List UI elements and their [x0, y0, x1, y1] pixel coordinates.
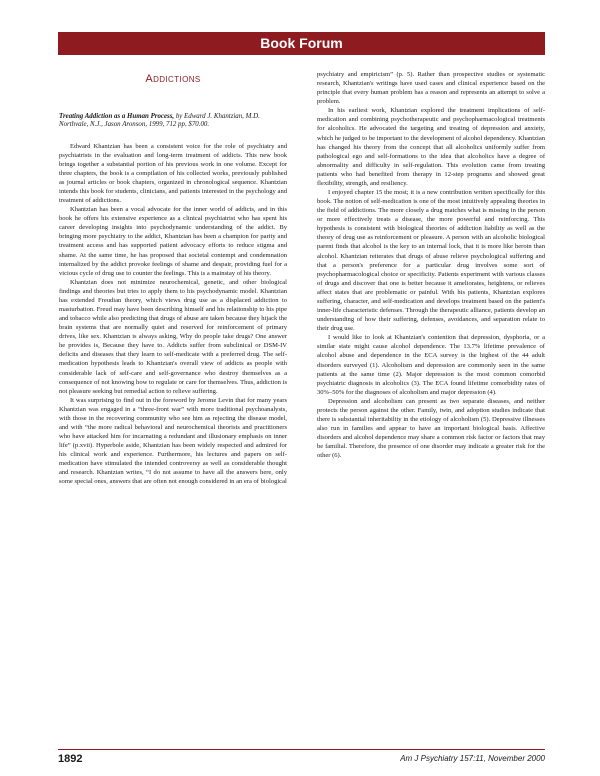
- continued-paragraph: psychiatry and empiricism” (p. 5). Rather than prospective studies or systematic research, Khantzian's writings have used cases and clinical experience based on the principle that every human problem has a reason and represents an attempt to solve a problem.: [317, 71, 545, 106]
- body-paragraph: I enjoyed chapter 15 the most; it is a new contribution written specifically for this book. The notion of self-medication is one of the most intuitively appealing theories in the field of addictions. The more closely a drug matches what is missing in the person or more effectively treats a disease, the more powerful and reinforcing. This hypothesis is consistent with biological theories of addiction liability as well as the theory of drug use as reinforcement or pleasure. A person with an alcoholic biological parent finds that alcohol is the key to an internal lock, that it is more like heroin than alcohol. Khantzian reiterates that drugs of abuse relieve psychological suffering and that a person's preference for a particular drug involves some sort of psychopharmacological choice or specificity. Patients experiment with various classes of drugs and discover that one is better because it ameliorates, heightens, or relieves affect states that are problematic or painful. With his patients, Khantzian explores suffering, character, and self-medication and develops treatment based on the patient's inner-life characteristic defenses. Through the therapeutic alliance, patients develop an understanding of how their suffering, defenses, avoidances, and separation relate to their drug use.: [317, 189, 545, 333]
- book-title: Treating Addiction as a Human Process,: [59, 113, 175, 120]
- journal-citation: Am J Psychiatry 157:11, November 2000: [400, 754, 545, 763]
- body-paragraph: Khantzian does not minimize neurochemical, genetic, and other biological findings and theories but tries to apply them to his psychodynamic model. Khantzian has extended Freudian theory, which views drug use as a displaced addiction to masturbation. Freud may have been describing himself and his relationship to his pipe and tobacco while also predicting that drugs of abuse are taken because they hijack the brain systems that are normally quiet and reserved for reinforcement of primary drives, like sex. Khantzian is always asking, Why do people take drugs? One answer he provides is, Because they have to. Addicts suffer from subclinical or DSM-IV deficits and diseases that they learn to self-medicate with a preferred drug. The self-medication hypothesis leads to Khantzian's overall view of addicts as people with considerable lack of self-care and self-governance who destroy themselves as a consequence of not knowing how to regulate or care for themselves. Thus, addiction is not pleasure seeking but remedial action to relieve suffering.: [59, 278, 287, 395]
- right-column: [317, 70, 545, 460]
- body-paragraph: Edward Khantzian has been a consistent voice for the role of psychiatry and psychiatrists in the evaluation and long-term treatment of addicts. This new book brings together a substantial portion of his previous work in one volume. Except for three chapters, the book is a compilation of his collected works, previously published as journal articles or book chapters, organized in chronological sequence. Khantzian intends this book for students, clinicians, and patients interested in the psychology and treatment of addictions.: [59, 142, 287, 205]
- section-heading: Addictions: [145, 73, 201, 85]
- body-paragraph: Khantzian has been a vocal advocate for the inner world of addicts, and in this book he offers his extensive experience as a clinical psychiatrist who has spent his career developing insights into psychodynamic understanding of the addict. By bringing more psychiatry to the addict, Khantzian has been a champion for parity and treatment access and has supported patient advocacy efforts to reduce stigma and shame. At the same time, he has proposed that societal contempt and condemnation internalized by the addict provoke feelings of shame and despair, providing fuel for a vicious cycle of drug use to counter the feelings. This is a mainstay of his theory.: [59, 206, 287, 277]
- book-citation: [59, 113, 287, 130]
- body-paragraph: In his earliest work, Khantzian explored the treatment implications of self-medication and combining psychotherapeutic and psychopharmacological treatments for alcoholics. He advocated the targeting and treating of depression and anxiety, which he judged to be important to the development of alcohol dependency. Khantzian has changed his theory from the concept that all alcoholics uniformly suffer from pathological ego and self-formations to the idea that alcoholics have a degree of abnormality and difficulty in self-regulation. This evolution came from treating patients who had benefited from therapy in 12-step programs and showed great flexibility, strength, and resiliency.: [317, 107, 545, 187]
- section-banner: Book Forum: [58, 32, 545, 55]
- book-info: by Edward J. Khantzian, M.D. Northvale, N.J., Jason Aronson, 1999, 712 pp, $70.00.: [59, 113, 260, 129]
- body-paragraph: I would like to look at Khantzian's contention that depression, dysphoria, or a similar state might cause alcohol dependence. The 13.7% lifetime prevalence of alcohol abuse and dependence in the ECA survey is the highest of the 44 adult disorders surveyed (1). Alcoholism and depression are commonly seen in the same patients at the same time (2). Major depression is the most common comorbid psychiatric diagnosis in alcoholics (3). The ECA found lifetime comorbidity rates of 30%–50% for the diagnoses of alcoholism and major depression (4).: [317, 334, 545, 396]
- left-column: [59, 70, 287, 487]
- page-number: 1892: [58, 753, 83, 765]
- body-paragraph: Depression and alcoholism can present as two separate diseases, and neither protects the person against the other. Family, twin, and adoption studies indicate that there is substantial inheritability in the etiology of alcoholism (5). Depressive illnesses also run in families and appear to have an important biological basis. Affective disorders and alcohol dependence may share a common risk factor or factors that may be familial. Therefore, the presence of one disorder may indicate a greater risk for the other (6).: [317, 397, 545, 460]
- body-paragraph: It was surprising to find out in the foreword by Jerome Levin that for many years Khantzian was engaged in a “three-front war” with more traditional psychoanalysts, with those in the recovering community who see him as rejecting the disease model, and with “the more radical behavioral and neurochemical theorists and practitioners who have attacked him for incarnating a redundant and illusionary emphasis on inner life” (p.xvii). Hyperbole aside, Khantzian has been widely respected and admired for his clinical work and experience. Furthermore, his lectures and papers on self-medication have stimulated the intended controversy as well as considerable thought and research. Khantzian writes, “I do not assume to have all the answers here, only some special ones, answers that are often not enough considered in an era of biological: [59, 396, 287, 486]
- page-footer: [58, 749, 545, 764]
